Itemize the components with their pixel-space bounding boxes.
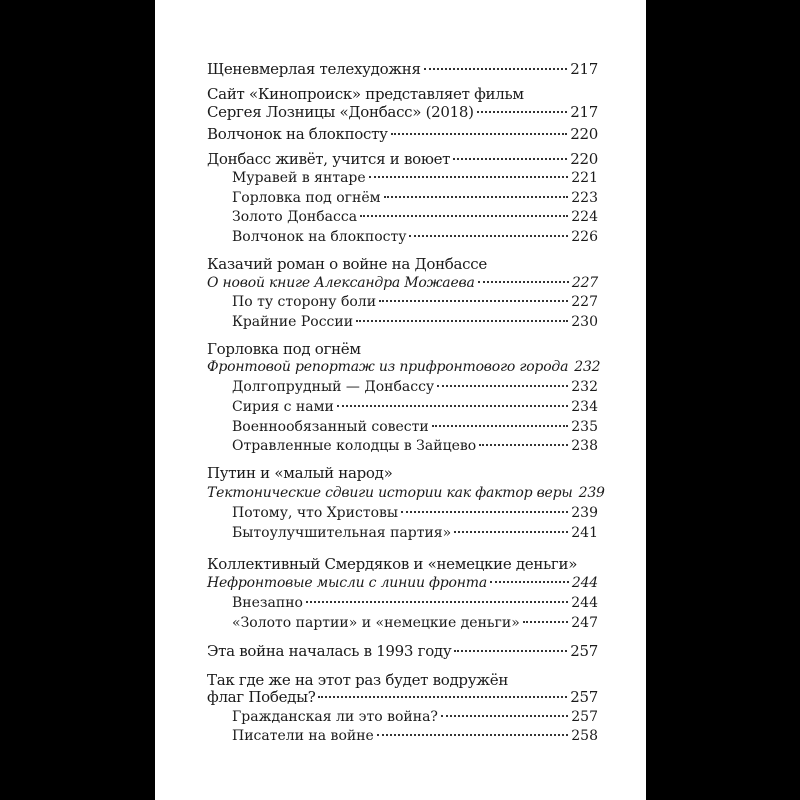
toc-page-number: 221 [571,170,598,186]
toc-entry-title: Гражданская ли это война? [232,709,438,725]
toc-entry-title: Горловка под огнём [207,340,361,358]
toc-entry-title: Сайт «Кинопроиск» представляет фильм [207,85,524,103]
toc-entry-title: Сирия с нами [232,399,334,415]
toc-subtitle [207,357,601,377]
toc-entry-title: Коллективный Смердяков и «немецкие деньги» [207,555,578,573]
toc-subentry [232,503,598,523]
dot-leader [453,158,567,160]
dot-leader [437,385,568,387]
toc-subentry [232,593,598,613]
toc-page-number: 247 [571,615,598,631]
dot-leader [490,581,569,583]
dot-leader [479,444,568,446]
dot-leader [432,425,569,427]
toc-entry-title: Волчонок на блокпосту [207,125,388,143]
toc-entry [207,102,598,122]
toc-subentry [232,207,598,227]
toc-page-number: 232 [574,359,601,375]
toc-page-number: 232 [571,379,598,395]
toc-page-number: 257 [570,642,598,660]
toc-page-number: 217 [570,103,598,121]
dot-leader [360,215,568,217]
toc-page-number: 220 [570,125,598,143]
toc-entry [207,339,598,359]
toc-entry [207,463,598,483]
toc-entry-title: Нефронтовые мысли с линии фронта [207,575,488,591]
toc-page-number: 227 [571,275,598,291]
toc-subtitle [207,573,598,593]
toc-page-number: 257 [570,688,598,706]
toc-entry-title: Щеневмерлая телехудожня [207,60,421,78]
toc-entry-title: Фронтовой репортаж из прифронтового города [207,359,569,375]
toc-subentry [232,188,598,208]
dot-leader [523,621,568,623]
toc-subentry [232,707,598,727]
toc-page-number: 234 [571,399,598,415]
toc-entry-title: Путин и «малый народ» [207,464,393,482]
toc-entry-title: Казачий роман о войне на Донбассе [207,255,487,273]
toc-subentry [232,168,598,188]
dot-leader [477,111,568,113]
toc-page-number: 244 [571,575,598,591]
toc-entry-title: Сергея Лозницы «Донбасс» (2018) [207,103,474,121]
dot-leader [454,531,568,533]
toc-subentry [232,377,598,397]
toc-entry-title: флаг Победы? [207,688,316,706]
toc-entry-title: Внезапно [232,595,303,611]
toc-page-number: 223 [571,190,598,206]
toc-entry-title: По ту сторону боли [232,294,377,310]
toc-page-number: 217 [570,60,598,78]
toc-subentry [232,292,598,312]
dot-leader [441,715,568,717]
toc-entry-title: Тектонические сдвиги истории как фактор веры [207,485,573,501]
toc-subentry [232,613,598,633]
dot-leader [409,235,568,237]
toc-entry-title: Потому, что Христовы [232,505,399,521]
toc-subentry [232,397,598,417]
toc-page-number: 239 [578,485,605,501]
toc-page-number: 235 [571,419,598,435]
toc-entry-title: Волчонок на блокпосту [232,229,407,245]
dot-leader [401,511,568,513]
toc-entry-title: «Золото партии» и «немецкие деньги» [232,615,520,631]
toc-entry-title: Отравленные колодцы в Зайцево [232,438,477,454]
dot-leader [379,300,568,302]
toc-entry [207,84,598,104]
toc-page-number: 220 [570,150,598,168]
toc-entry [207,687,598,707]
dot-leader [424,68,568,70]
toc-page-number: 258 [571,728,598,744]
toc-entry-title: Горловка под огнём [232,190,381,206]
toc-entry-title: Военнообязанный совести [232,419,429,435]
toc-entry [207,254,598,274]
toc-entry-title: Писатели на войне [232,728,374,744]
toc-entry [207,641,598,661]
toc-entry-title: Крайние России [232,314,354,330]
toc-subentry [232,726,598,746]
toc-entry [207,149,598,169]
toc-page-number: 230 [571,314,598,330]
toc-entry [207,124,598,144]
toc-subtitle [207,273,598,293]
dot-leader [337,405,568,407]
toc-entry-title: Так где же на этот раз будет водружён [207,671,509,689]
toc-subentry [232,523,598,543]
toc-entry-title: О новой книге Александра Можаева [207,275,475,291]
book-page [155,0,646,800]
toc-entry [207,59,598,79]
toc-page-number: 241 [571,525,598,541]
toc-subentry [232,312,598,332]
dot-leader [384,196,569,198]
toc-entry-title: Донбасс живёт, учится и воюет [207,150,451,168]
toc-page-number: 227 [571,294,598,310]
dot-leader [391,133,568,135]
dot-leader [318,696,567,698]
dot-leader [478,281,569,283]
dot-leader [454,650,567,652]
toc-entry [207,554,598,574]
toc-entry-title: Муравей в янтаре [232,170,366,186]
toc-subentry [232,227,598,247]
dot-leader [369,176,569,178]
toc-entry-title: Долгопрудный — Донбассу [232,379,435,395]
toc-entry-title: Бытоулучшительная партия» [232,525,452,541]
toc-entry-title: Золото Донбасса [232,209,358,225]
toc-subtitle [207,483,605,503]
toc-page-number: 239 [571,505,598,521]
toc-subentry [232,436,598,456]
toc-page-number: 238 [571,438,598,454]
dot-leader [306,601,568,603]
toc-page-number: 226 [571,229,598,245]
toc-page-number: 244 [571,595,598,611]
toc-subentry [232,417,598,437]
toc-page-number: 257 [571,709,598,725]
dot-leader [356,320,568,322]
toc-page-number: 224 [571,209,598,225]
toc-entry-title: Эта война началась в 1993 году [207,642,452,660]
dot-leader [377,734,568,736]
